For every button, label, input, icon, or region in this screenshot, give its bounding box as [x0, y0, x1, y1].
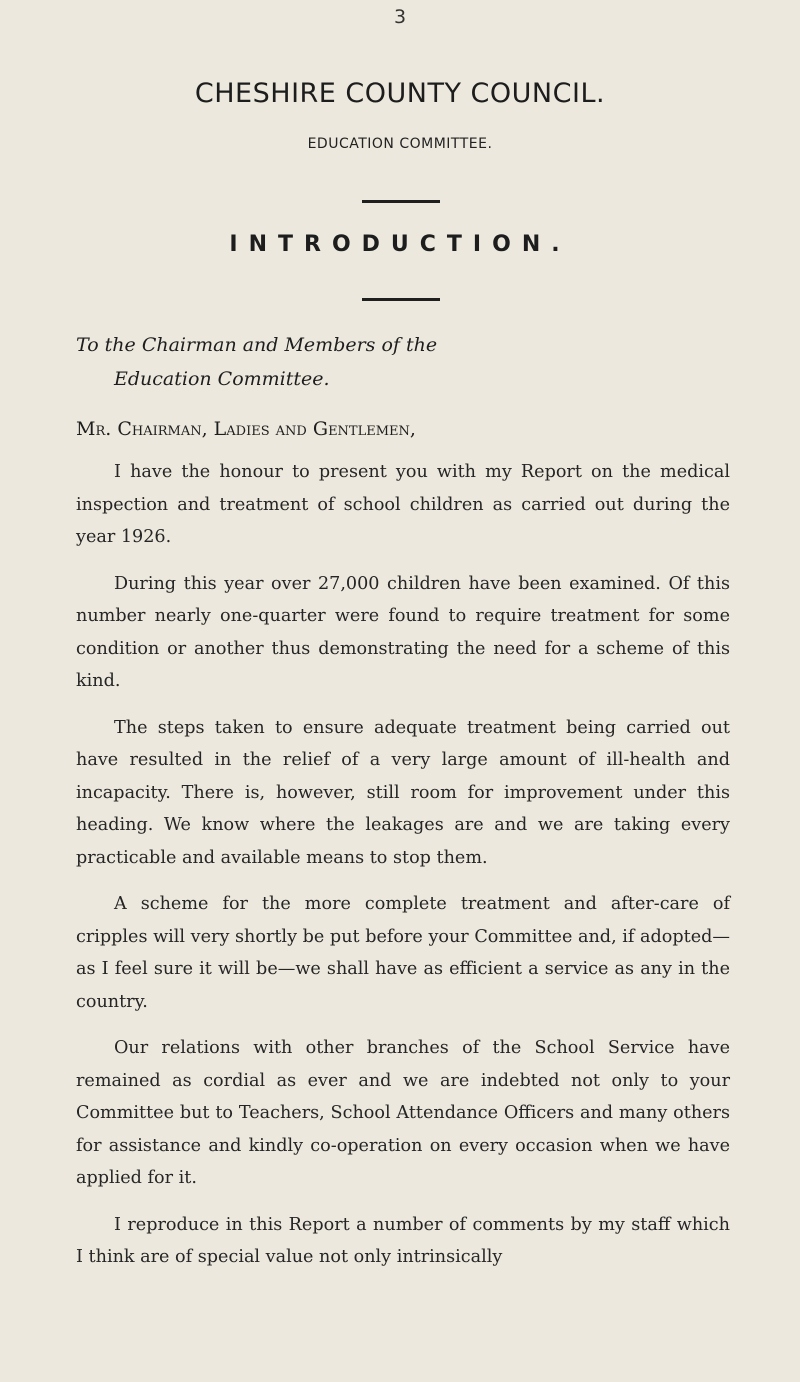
committee-subheading: EDUCATION COMMITTEE.: [307, 136, 493, 152]
paragraph: During this year over 27,000 children have been examined. Of this number nearly one-quarter were found to require treatment for some condition or another thus demonstrating the need for a scheme of this kind.: [76, 573, 730, 691]
address-line-2: Education Committee.: [114, 368, 330, 390]
paragraph: A scheme for the more complete treatment and after-care of cripples will very shortly be put before your Committee and, if adopted—as I feel sure it will be—we shall have as efficient a service as any in the country.: [76, 894, 730, 1012]
body-text: [76, 456, 730, 1288]
paragraph: I have the honour to present you with my Report on the medical inspection and treatment of school children as carried out during the year 1926.: [76, 462, 730, 547]
top-divider: [362, 200, 440, 203]
address-block: [76, 328, 437, 396]
section-title: INTRODUCTION.: [229, 232, 571, 257]
salutation: Mr. Chairman, Ladies and Gentlemen,: [76, 418, 416, 440]
paragraph: I reproduce in this Report a number of comments by my staff which I think are of special value not only intrinsically: [76, 1214, 730, 1267]
address-line-1: To the Chairman and Members of the: [76, 334, 438, 356]
paragraph: The steps taken to ensure adequate treatment being carried out have resulted in the relief of a very large amount of ill-health and incapacity. There is, however, still room for improvement under this heading. We know where the leakages are and we are taking every practicable and available means to stop them.: [76, 717, 730, 868]
council-heading: CHESHIRE COUNTY COUNCIL.: [194, 78, 606, 109]
page-number: 3: [393, 6, 407, 28]
paragraph: Our relations with other branches of the School Service have remained as cordial as ever and we are indebted not only to your Committee but to Teachers, School Attendance Officers and many others for assistance and kindly co-operation on every occasion when we have applied for it.: [76, 1038, 730, 1188]
bottom-divider: [362, 298, 440, 301]
